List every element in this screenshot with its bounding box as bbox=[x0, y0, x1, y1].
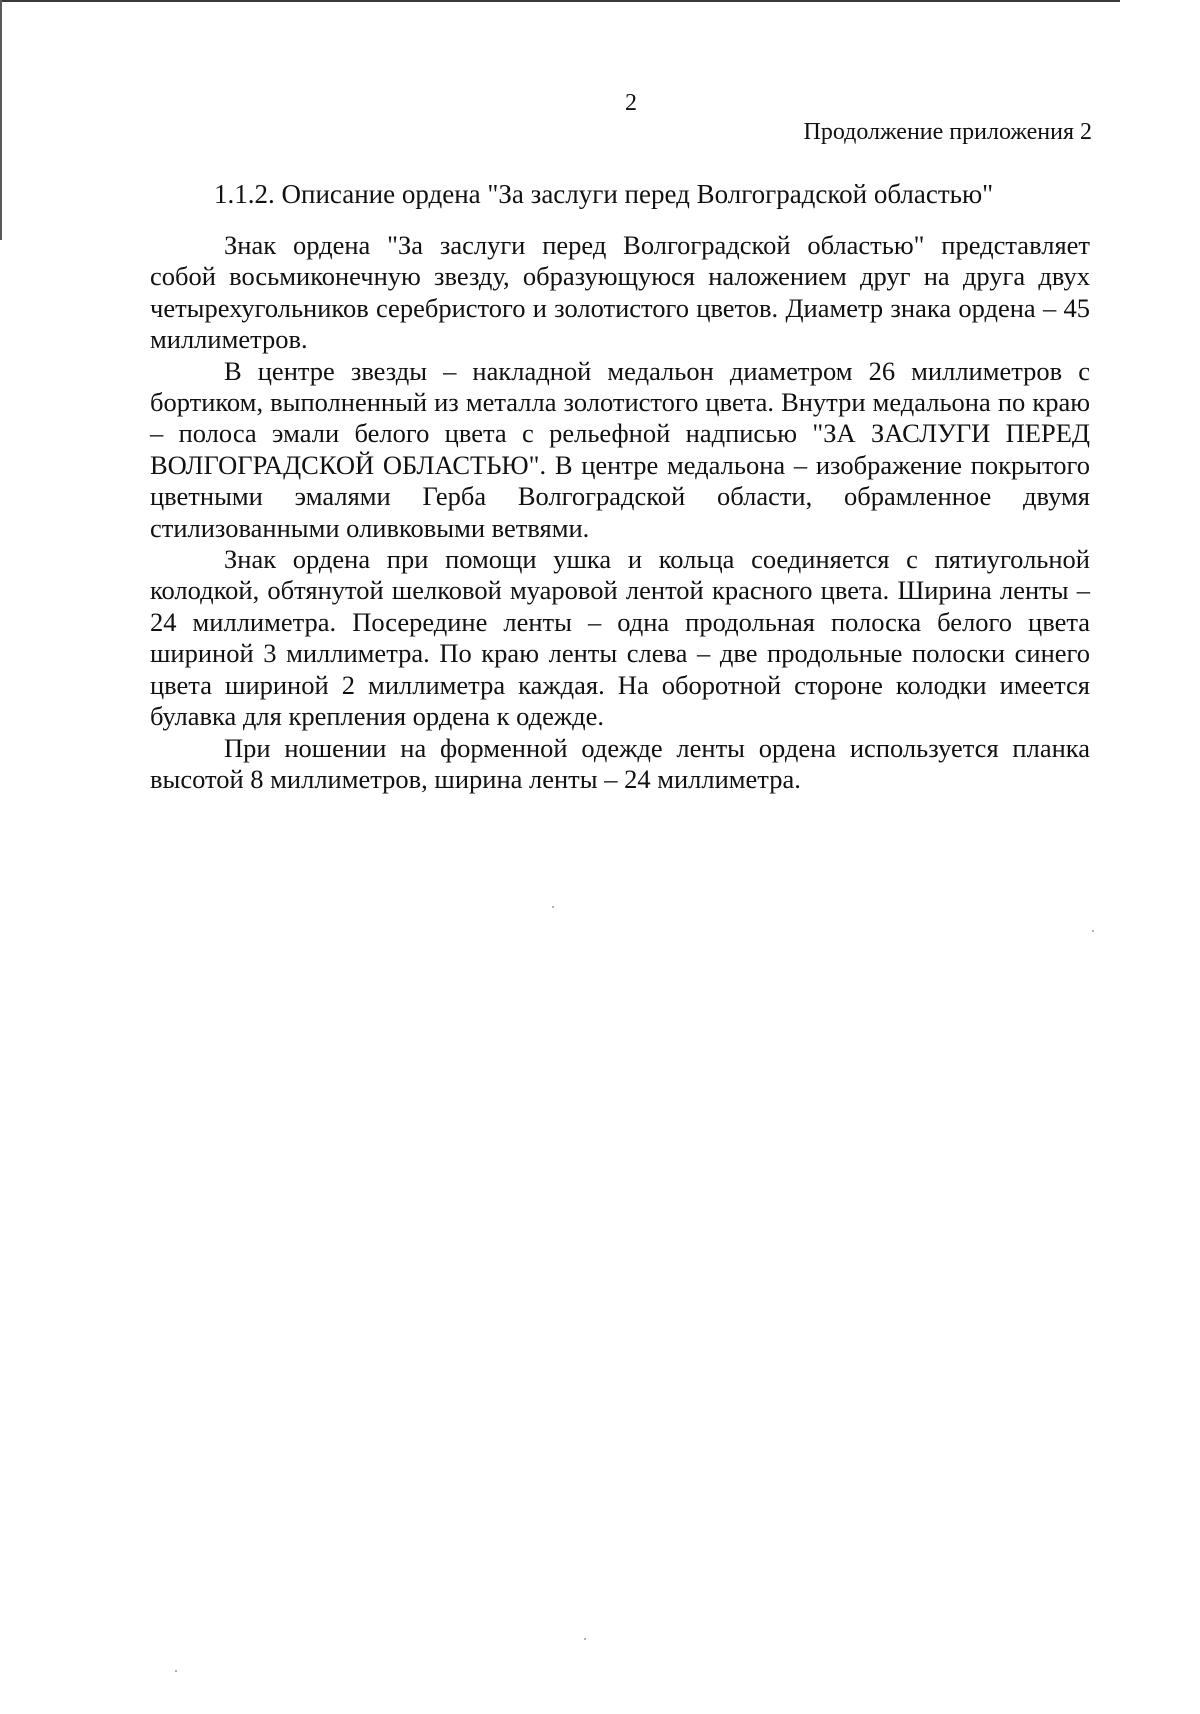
page-number: 2 bbox=[625, 90, 637, 116]
scan-speck bbox=[584, 1638, 586, 1640]
body-text bbox=[150, 230, 1090, 795]
section-title: 1.1.2. Описание ордена "За заслуги перед Волгоградской областью" bbox=[214, 179, 994, 209]
scan-speck bbox=[175, 1670, 177, 1672]
scan-edge-top bbox=[0, 0, 1120, 2]
scan-speck bbox=[1092, 930, 1094, 932]
scan-speck bbox=[552, 906, 554, 908]
paragraph-medallion: В центре звезды – накладной медальон диаметром 26 миллиметров с бортиком, выполненный из металла золотистого цвета. Внутри медальона по краю – полоса эмали белого цвета с рельефной надписью "ЗА ЗАСЛУГИ ПЕРЕД ВОЛГОГРАДСКОЙ ОБЛАСТЬЮ". В центре медальона – изображение покрытого цветными эмалями Герба Волгоградской области, обрамленное двумя стилизованными оливковыми ветвями. bbox=[150, 355, 1090, 543]
scan-edge-left bbox=[0, 0, 2, 240]
paragraph-order-badge: Знак ордена "За заслуги перед Волгоградской областью" представляет собой восьмиконечную звезду, образующуюся наложением друг на друга двух четырехугольников серебристого и золотистого цветов. Диаметр знака ордена – 45 миллиметров. bbox=[150, 230, 1090, 355]
appendix-continuation-note: Продолжение приложения 2 bbox=[803, 119, 1092, 145]
paragraph-ribbon-bar: При ношении на форменной одежде ленты ордена используется планка высотой 8 миллиметров, ширина ленты – 24 миллиметра. bbox=[150, 732, 1090, 794]
paragraph-ribbon-block: Знак ордена при помощи ушка и кольца соединяется с пятиугольной колодкой, обтянутой шелковой муаровой лентой красного цвета. Ширина ленты – 24 миллиметра. Посередине ленты – одна продольная полоска белого цвета шириной 3 миллиметра. По краю ленты слева – две продольные полоски синего цвета шириной 2 миллиметра каждая. На оборотной стороне колодки имеется булавка для крепления ордена к одежде. bbox=[150, 544, 1090, 732]
